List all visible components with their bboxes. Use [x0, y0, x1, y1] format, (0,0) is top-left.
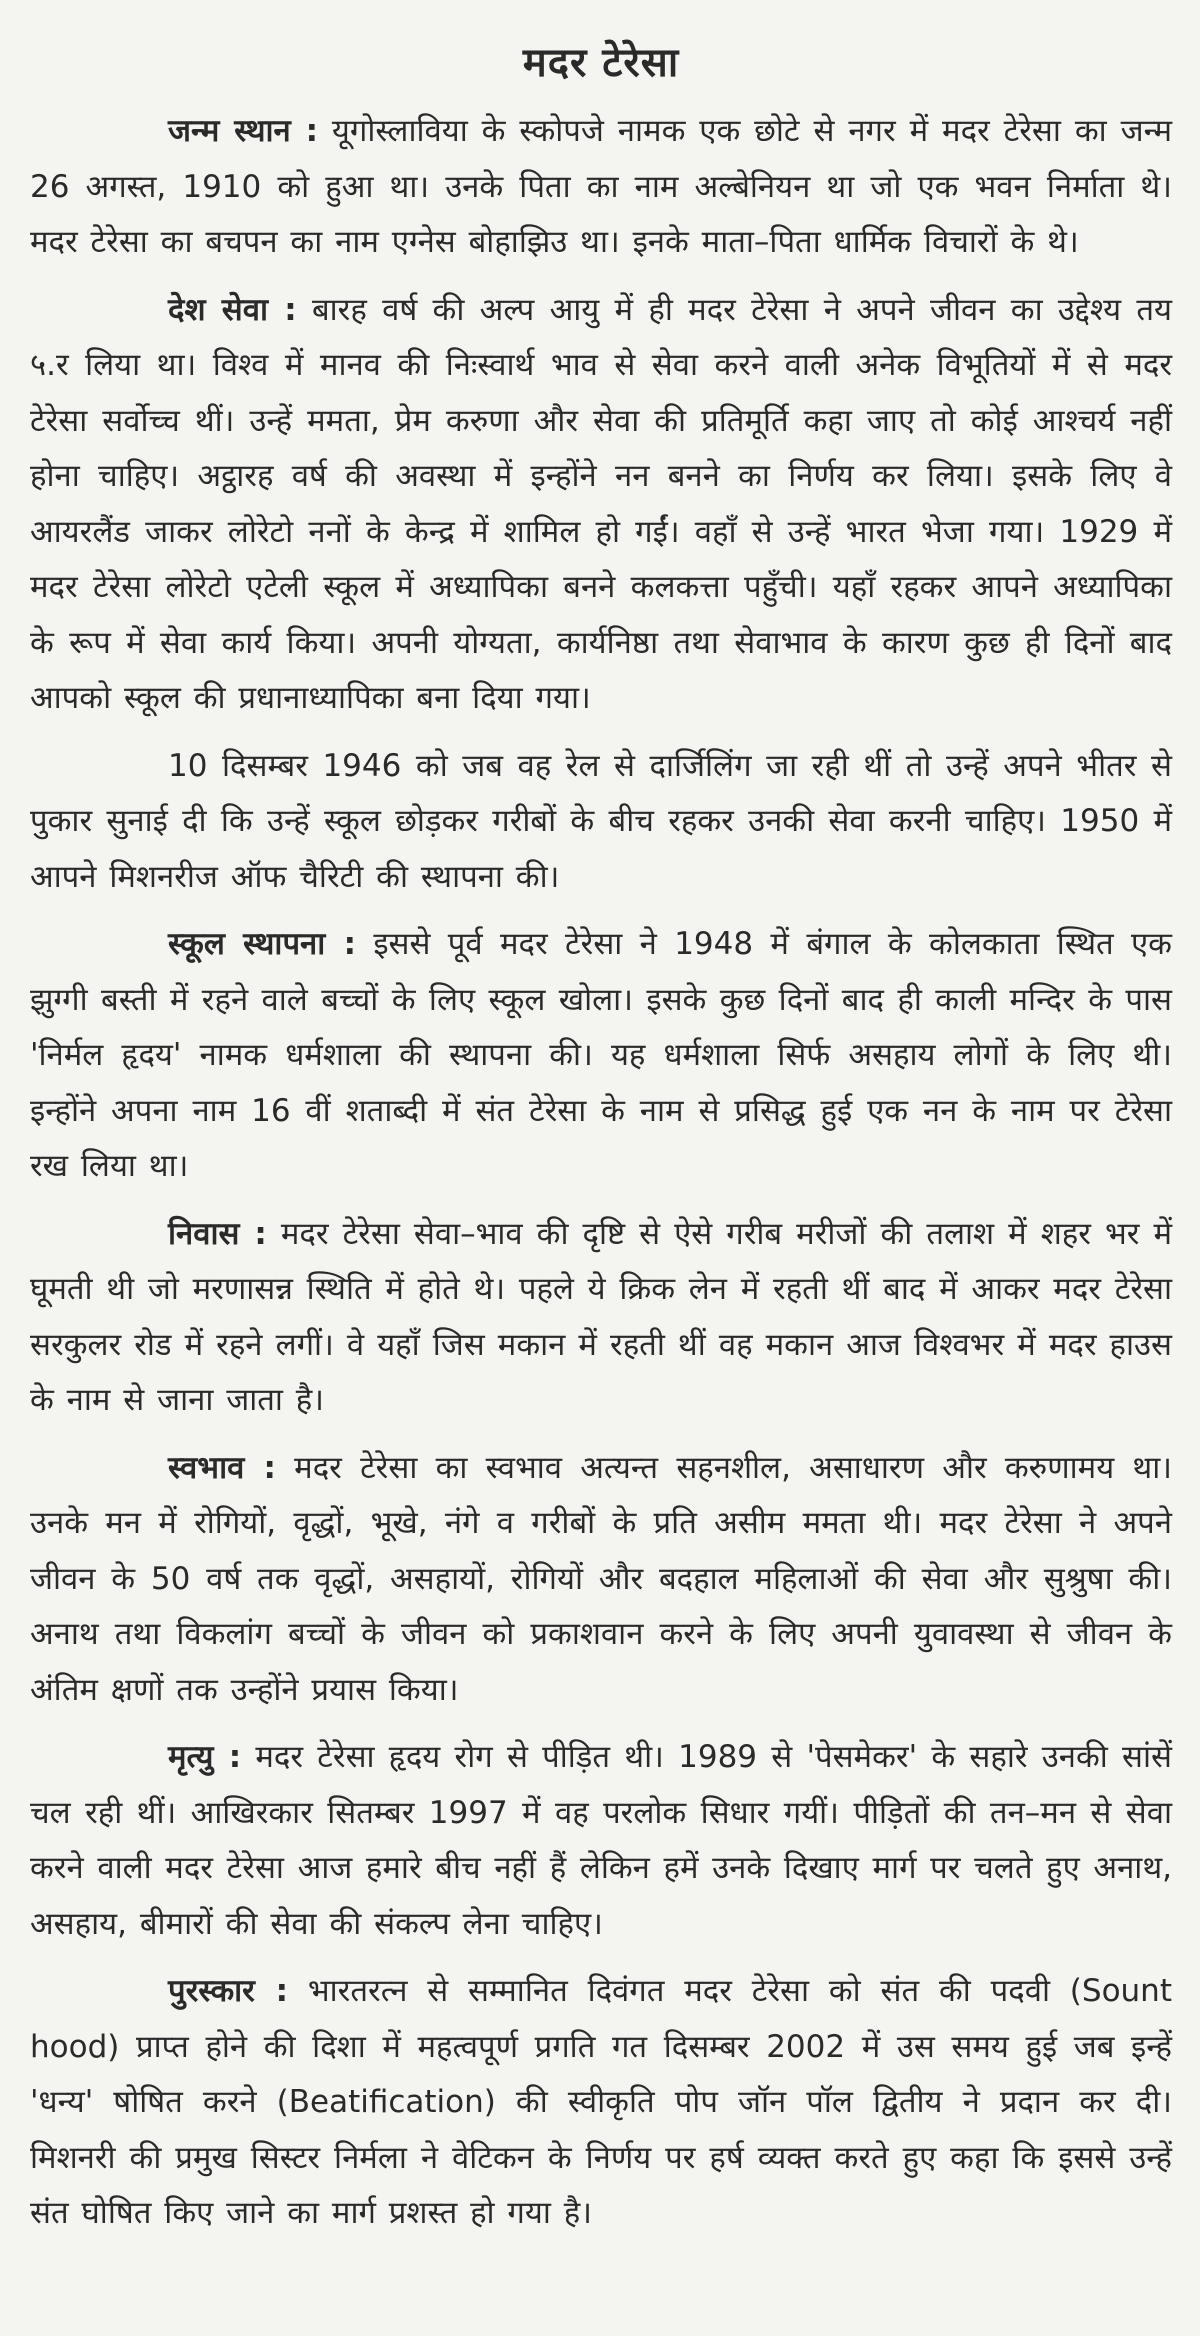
paragraph-heading: पुरस्कार : — [168, 1973, 289, 2009]
paragraph-calling — [30, 739, 1172, 906]
paragraph-text: मदर टेरेसा का स्वभाव अत्यन्त सहनशील, असाधारण और करुणामय था। उनके मन में रोगियों, वृद्धों, भूखे, नंगे व गरीबों के प्रति असीम ममता थी। मदर टेरेसा ने अपने जीवन के 50 वर्ष तक वृद्धों, असहायों, रोगियों और बदहाल महिलाओं की सेवा और सुश्रुषा की। अनाथ तथा विकलांग बच्चों के जीवन को प्रकाशवान करने के लिए अपनी युवावस्था से जीवन के अंतिम क्षणों तक उन्होंने प्रयास किया। — [30, 1449, 1172, 1708]
paragraph-service — [30, 283, 1172, 727]
paragraph-heading: मृत्यु : — [168, 1739, 242, 1775]
paragraph-text: 10 दिसम्बर 1946 को जब वह रेल से दार्जिलिंग जा रही थीं तो उन्हें अपने भीतर से पुकार सुनाई दी कि उन्हें स्कूल छोड़कर गरीबों के बीच रहकर उनकी सेवा करनी चाहिए। 1950 में आपने मिशनरीज ऑफ चैरिटी की स्थापना की। — [30, 747, 1172, 895]
paragraph-text: भारतरत्न से सम्मानित दिवंगत मदर टेरेसा को संत की पदवी (Sount hood) प्राप्त होने की दिशा में महत्वपूर्ण प्रगति गत दिसम्बर 2002 में उस समय हुई जब इन्हें 'धन्य' षोषित करने (Beatification) की स्वीकृति पोप जॉन पॉल द्वितीय ने प्रदान कर दी। मिशनरी की प्रमुख सिस्टर निर्मला ने वेटिकन के निर्णय पर हर्ष व्यक्त करते हुए कहा कि इससे उन्हें संत घोषित किए जाने का मार्ग प्रशस्त हो गया है। — [30, 1973, 1172, 2231]
paragraph-heading: निवास : — [168, 1215, 267, 1252]
page-title: मदर टेरेसा — [522, 40, 680, 86]
paragraph-residence — [30, 1207, 1172, 1429]
paragraph-awards — [30, 1964, 1172, 2242]
paragraph-heading: स्कूल स्थापना : — [168, 926, 356, 962]
paragraph-text: मदर टेरेसा हृदय रोग से पीड़ित थी। 1989 से 'पेसमेकर' के सहारे उनकी सांसें चल रही थीं। आखिरकार सितम्बर 1997 में वह परलोक सिधार गयीं। पीड़ितों की तन–मन से सेवा करने वाली मदर टेरेसा आज हमारे बीच नहीं हैं लेकिन हमें उनके दिखाए मार्ग पर चलते हुए अनाथ, असहाय, बीमारों की सेवा की संकल्प लेना चाहिए। — [30, 1739, 1172, 1942]
paragraph-heading: देश सेवा : — [168, 291, 297, 328]
paragraph-nature — [30, 1441, 1172, 1719]
paragraph-death — [30, 1730, 1172, 1952]
paragraph-heading: स्वभाव : — [168, 1449, 276, 1486]
paragraph-text: इससे पूर्व मदर टेरेसा ने 1948 में बंगाल के कोलकाता स्थित एक झुग्गी बस्ती में रहने वाले बच्चों के लिए स्कूल खोला। इसके कुछ दिनों बाद ही काली मन्दिर के पास 'निर्मल हृदय' नामक धर्मशाला की स्थापना की। यह धर्मशाला सिर्फ असहाय लोगों के लिए थी। इन्होंने अपना नाम 16 वीं शताब्दी में संत टेरेसा के नाम से प्रसिद्ध हुई एक नन के नाम पर टेरेसा रख लिया था। — [30, 926, 1172, 1184]
paragraph-text: बारह वर्ष की अल्प आयु में ही मदर टेरेसा ने अपने जीवन का उद्देश्य तय ५.र लिया था। विश्व में मानव की निःस्वार्थ भाव से सेवा करने वाली अनेक विभूतियों में से मदर टेरेसा सर्वोच्च थीं। उन्हें ममता, प्रेम करुणा और सेवा की प्रतिमूर्ति कहा जाए तो कोई आश्चर्य नहीं होना चाहिए। अट्ठारह वर्ष की अवस्था में इन्होंने नन बनने का निर्णय कर लिया। इसके लिए वे आयरलैंड जाकर लोरेटो ननों के केन्द्र में शामिल हो गईं। वहाँ से उन्हें भारत भेजा गया। 1929 में मदर टेरेसा लोरेटो एटेली स्कूल में अध्यापिका बनने कलकत्ता पहुँची। यहाँ रहकर आपने अध्यापिका के रूप में सेवा कार्य किया। अपनी योग्यता, कार्यनिष्ठा तथा सेवाभाव के कारण कुछ ही दिनों बाद आपको स्कूल की प्रधानाध्यापिका बना दिया गया। — [30, 291, 1172, 716]
paragraph-heading: जन्म स्थान : — [168, 113, 318, 149]
paragraph-text: यूगोस्लाविया के स्कोपजे नामक एक छोटे से नगर में मदर टेरेसा का जन्म 26 अगस्त, 1910 को हुआ था। उनके पिता का नाम अल्बेनियन था जो एक भवन निर्माता थे। मदर टेरेसा का बचपन का नाम एग्नेस बोहाझिउ था। इनके माता–पिता धार्मिक विचारों के थे। — [30, 113, 1172, 260]
paragraph-birthplace — [30, 104, 1172, 271]
paragraph-school — [30, 917, 1172, 1195]
paragraph-text: मदर टेरेसा सेवा–भाव की दृष्टि से ऐसे गरीब मरीजों की तलाश में शहर भर में घूमती थी जो मरणासन्न स्थिति में होते थे। पहले ये क्रिक लेन में रहती थीं बाद में आकर मदर टेरेसा सरकुलर रोड में रहने लगीं। वे यहाँ जिस मकान में रहती थीं वह मकान आज विश्वभर में मदर हाउस के नाम से जाना जाता है। — [30, 1215, 1172, 1418]
